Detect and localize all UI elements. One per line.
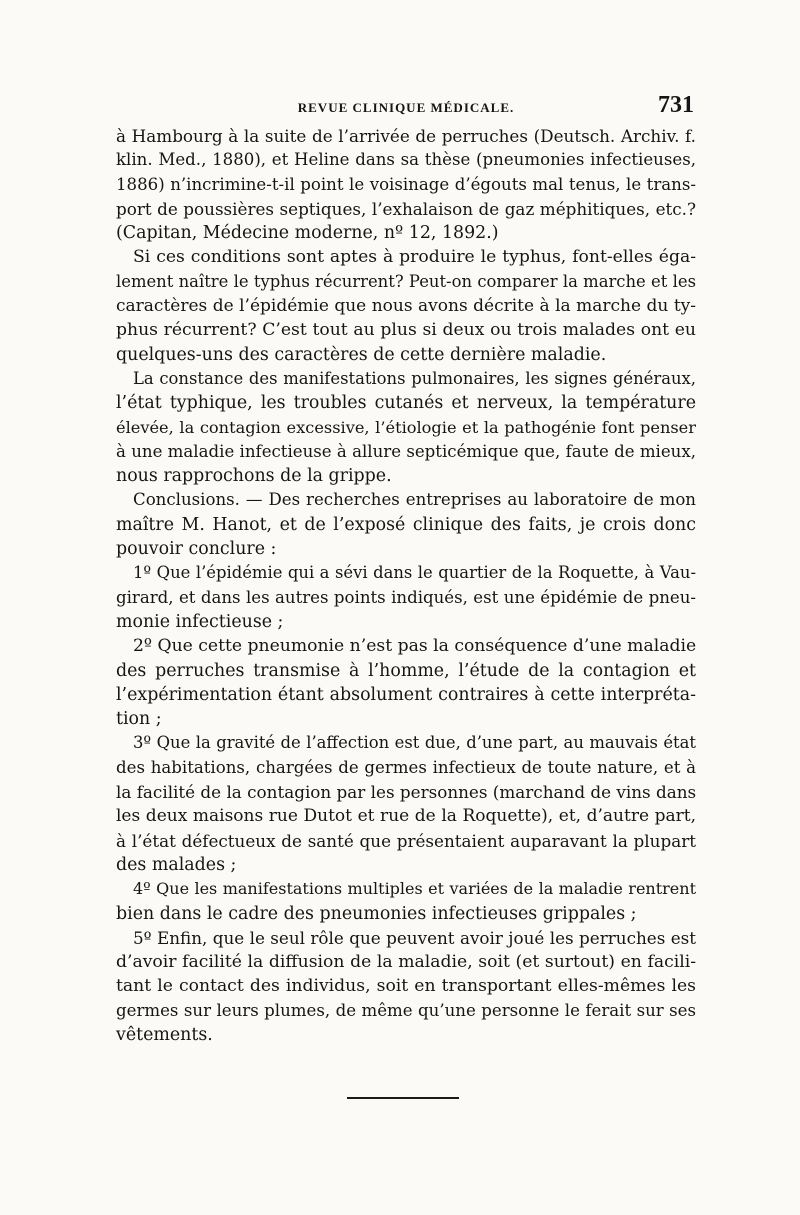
text-line: d’avoir facilité la diffusion de la maladie, soit (et surtout) en facili- <box>116 952 696 973</box>
text-line: élevée, la contagion excessive, l’étiologie et la pathogénie font penser <box>116 417 696 437</box>
text-line: vêtements. <box>116 1024 213 1045</box>
text-line: à l’état défectueux de santé que présentaient auparavant la plupart <box>116 830 696 851</box>
text-line: La constance des manifestations pulmonaires, les signes généraux, <box>133 368 696 388</box>
text-line: germes sur leurs plumes, de même qu’une personne le ferait sur ses <box>116 1000 696 1020</box>
text-line: monie infectieuse ; <box>116 611 284 632</box>
running-title: REVUE CLINIQUE MÉDICALE. <box>297 100 515 115</box>
page-header <box>116 92 696 120</box>
text-line: maître M. Hanot, et de l’exposé clinique des faits, je crois donc <box>116 514 696 535</box>
text-line: bien dans le cadre des pneumonies infectieuses grippales ; <box>116 903 637 924</box>
text-line: des malades ; <box>116 854 237 875</box>
text-line: tion ; <box>116 709 162 730</box>
text-line: des habitations, chargées de germes infectieux de toute nature, et à <box>116 757 696 777</box>
text-line: 4º Que les manifestations multiples et variées de la maladie rentrent <box>133 879 696 899</box>
text-line: des perruches transmise à l’homme, l’étude de la contagion et <box>116 660 696 681</box>
text-line: pouvoir conclure : <box>116 539 277 560</box>
body-text <box>116 124 696 1047</box>
text-line: quelques-uns des caractères de cette dernière maladie. <box>116 344 607 365</box>
text-line: les deux maisons rue Dutot et rue de la Roquette), et, d’autre part, <box>116 806 696 827</box>
text-line: 3º Que la gravité de l’affection est due, d’une part, au mauvais état <box>133 733 696 753</box>
text-line: Conclusions. — Des recherches entreprises au laboratoire de mon <box>133 490 696 510</box>
text-line: l’expérimentation étant absolument contraires à cette interpréta- <box>116 684 696 705</box>
text-line: 1886) n’incrimine-t-il point le voisinage d’égouts mal tenus, le trans- <box>116 174 696 194</box>
text-line: (Capitan, Médecine moderne, nº 12, 1892.) <box>116 223 499 244</box>
text-line: girard, et dans les autres points indiqués, est une épidémie de pneu- <box>116 587 696 607</box>
text-line: port de poussières septiques, l’exhalaison de gaz méphitiques, etc.? <box>116 198 696 219</box>
text-line: klin. Med., 1880), et Heline dans sa thèse (pneumonies infectieuses, <box>116 150 696 170</box>
text-line: 2º Que cette pneumonie n’est pas la conséquence d’une maladie <box>133 636 697 657</box>
text-line: phus récurrent? C’est tout au plus si deux ou trois malades ont eu <box>116 320 696 341</box>
text-line: 1º Que l’épidémie qui a sévi dans le quartier de la Roquette, à Vau- <box>133 563 696 583</box>
text-line: nous rapprochons de la grippe. <box>116 466 392 487</box>
text-line: à Hambourg à la suite de l’arrivée de perruches (Deutsch. Archiv. f. <box>116 126 696 146</box>
text-line: 5º Enfin, que le seul rôle que peuvent avoir joué les perruches est <box>133 927 696 948</box>
text-line: l’état typhique, les troubles cutanés et nerveux, la température <box>116 393 696 414</box>
text-line: caractères de l’épidémie que nous avons décrite à la marche du ty- <box>116 296 696 317</box>
text-line: Si ces conditions sont aptes à produire le typhus, font-elles éga- <box>133 247 696 268</box>
page-number: 731 <box>658 92 694 118</box>
text-line: la facilité de la contagion par les personnes (marchand de vins dans <box>116 782 697 803</box>
text-line: tant le contact des individus, soit en transportant elles-mêmes les <box>116 976 696 997</box>
closing-rule <box>347 1097 459 1099</box>
text-line: lement naître le typhus récurrent? Peut-on comparer la marche et les <box>116 271 696 291</box>
text-line: à une maladie infectieuse à allure septicémique que, faute de mieux, <box>116 441 696 461</box>
